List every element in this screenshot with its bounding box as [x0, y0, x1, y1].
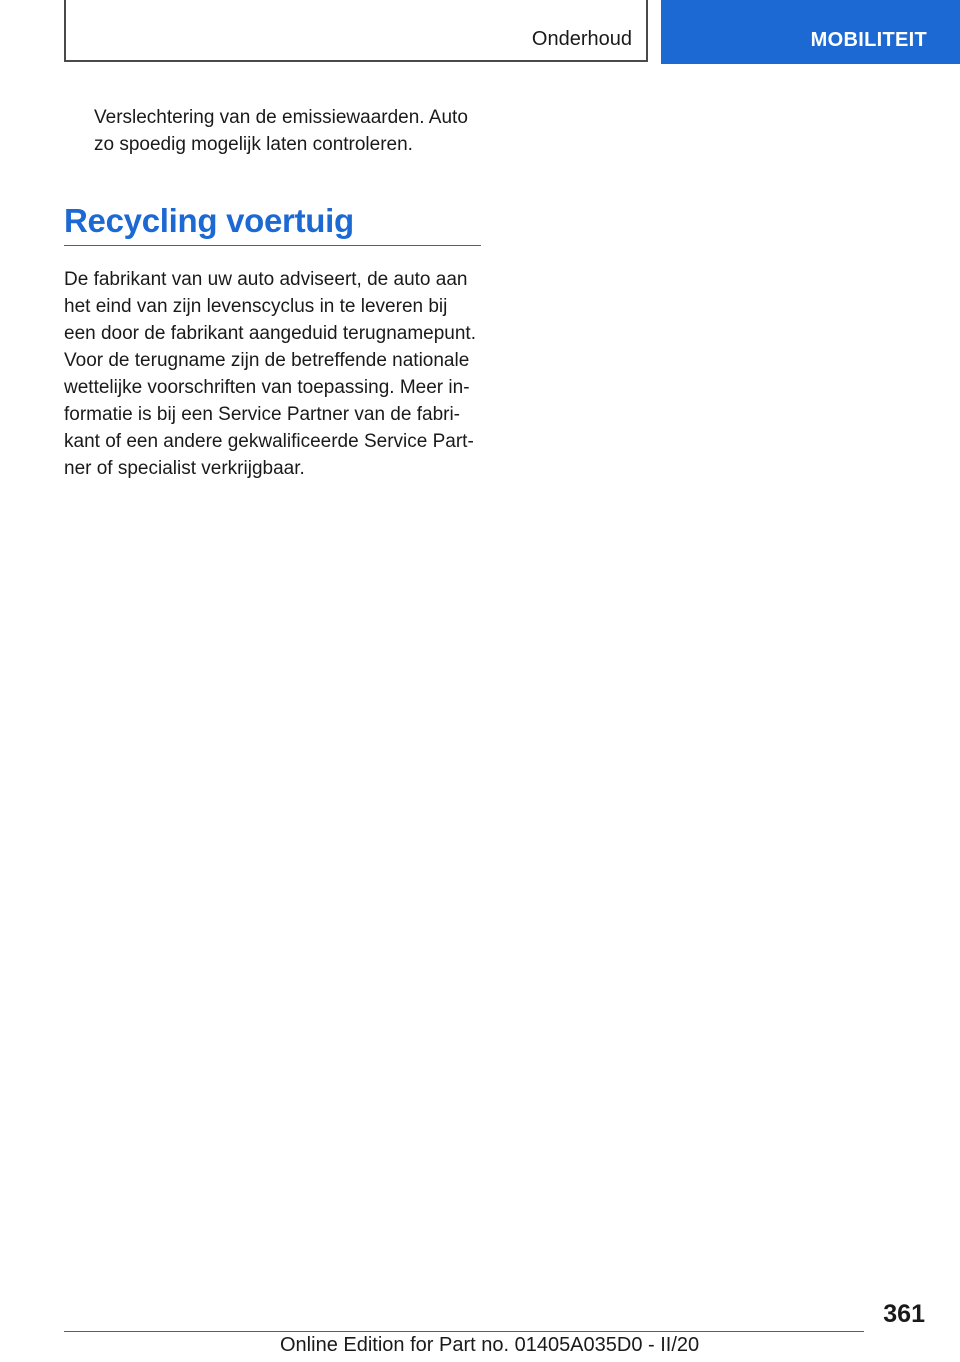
footer-edition-text: Online Edition for Part no. 01405A035D0 - II/20 — [280, 1334, 700, 1356]
intro-line: zo spoedig mogelijk laten controleren. — [94, 134, 413, 155]
body-line: wettelijke voorschriften van toepassing. Meer in- — [64, 377, 470, 398]
header-section-box — [64, 0, 648, 62]
header-chapter-tab — [661, 0, 960, 64]
intro-line: Verslechtering van de emissiewaarden. Auto — [94, 107, 468, 128]
header-chapter-label: MOBILITEIT — [810, 29, 927, 51]
body-line: het eind van zijn levenscyclus in te leveren bij — [64, 296, 448, 317]
body-line: formatie is bij een Service Partner van de fabri- — [64, 404, 461, 425]
body-line: De fabrikant van uw auto adviseert, de auto aan — [64, 269, 468, 290]
body-line: Voor de terugname zijn de betreffende nationale — [64, 350, 470, 371]
section-body — [64, 266, 484, 482]
heading-underline — [64, 245, 481, 246]
header-section-title: Onderhoud — [531, 28, 632, 50]
body-line: ner of specialist verkrijgbaar. — [64, 458, 305, 479]
page-number: 361 — [883, 1300, 925, 1328]
intro-paragraph — [94, 104, 494, 158]
footer-divider — [64, 1331, 864, 1332]
section-heading: Recycling voertuig — [64, 202, 354, 239]
body-line: een door de fabrikant aangeduid terugnamepunt. — [64, 323, 476, 344]
body-line: kant of een andere gekwalificeerde Service Part- — [64, 431, 474, 452]
